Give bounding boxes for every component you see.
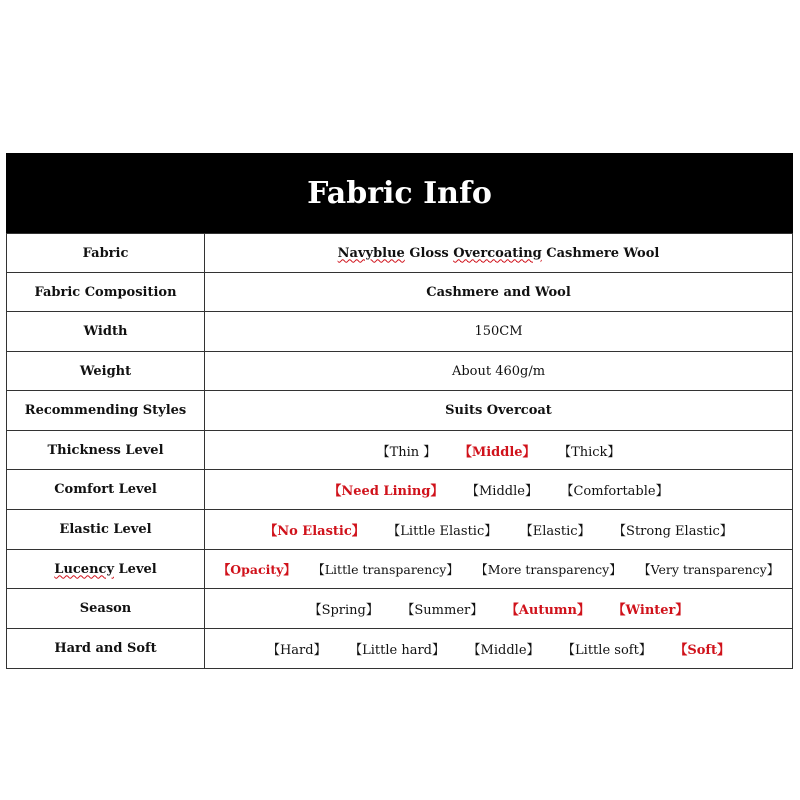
- season-options: [205, 589, 793, 629]
- table-row-styles: [7, 391, 793, 431]
- composition-value: Cashmere and Wool: [205, 273, 793, 312]
- option-chip-selected: 【Middle】: [458, 444, 536, 460]
- hardsoft-label: Hard and Soft: [7, 629, 205, 669]
- thickness-options: [205, 431, 793, 470]
- fabric-value: [205, 234, 793, 273]
- lucency-label: [7, 550, 205, 589]
- width-value: 150CM: [205, 312, 793, 352]
- table-row-comfort: [7, 470, 793, 510]
- option-chip-selected: 【Soft】: [674, 643, 731, 658]
- table-row-composition: [7, 273, 793, 312]
- option-chip: 【Comfortable】: [560, 484, 669, 499]
- option-chip: 【Little Elastic】: [387, 524, 498, 539]
- comfort-options: [205, 470, 793, 510]
- fabric-value-part: Overcoating: [453, 245, 542, 261]
- elastic-options: [205, 510, 793, 550]
- table-row-lucency: [7, 550, 793, 589]
- table-row-width: [7, 312, 793, 352]
- option-chip: 【Elastic】: [519, 524, 591, 539]
- table-row-weight: [7, 352, 793, 391]
- option-chip: 【Little soft】: [562, 643, 652, 658]
- fabric-info-title: Fabric Info: [6, 153, 793, 233]
- option-chip: 【Summer】: [401, 603, 484, 618]
- weight-value: About 460g/m: [205, 352, 793, 391]
- comfort-label: Comfort Level: [7, 470, 205, 510]
- thickness-label: Thickness Level: [7, 431, 205, 470]
- option-chip: 【Very transparency】: [638, 562, 780, 577]
- option-chip-selected: 【Need Lining】: [328, 484, 444, 499]
- option-chip: 【Thin 】: [376, 444, 437, 460]
- option-chip-selected: 【Opacity】: [217, 562, 296, 577]
- styles-value: Suits Overcoat: [205, 391, 793, 431]
- option-chip: 【Spring】: [308, 603, 379, 618]
- width-label: Width: [7, 312, 205, 352]
- table-row-hardsoft: [7, 629, 793, 669]
- option-chip-selected: 【No Elastic】: [264, 524, 365, 539]
- fabric-info-table: [6, 233, 793, 669]
- option-chip-selected: 【Winter】: [612, 603, 689, 618]
- table-row-elastic: [7, 510, 793, 550]
- table-row-thickness: [7, 431, 793, 470]
- option-chip: 【Little hard】: [349, 643, 446, 658]
- hardsoft-options: [205, 629, 793, 669]
- table-row-season: [7, 589, 793, 629]
- styles-label: Recommending Styles: [7, 391, 205, 431]
- fabric-value-part: Navyblue: [337, 245, 405, 261]
- option-chip: 【Thick】: [558, 444, 621, 460]
- fabric-value-part: Gloss: [409, 245, 449, 261]
- option-chip: 【Middle】: [465, 484, 538, 499]
- option-chip: 【Strong Elastic】: [613, 524, 733, 539]
- fabric-info-card: [6, 153, 793, 669]
- weight-label: Weight: [7, 352, 205, 391]
- option-chip: 【Little transparency】: [312, 562, 459, 577]
- option-chip: 【Middle】: [467, 643, 540, 658]
- option-chip: 【Hard】: [266, 643, 327, 658]
- fabric-label: Fabric: [7, 234, 205, 273]
- option-chip-selected: 【Autumn】: [505, 603, 590, 618]
- season-label: Season: [7, 589, 205, 629]
- composition-label: Fabric Composition: [7, 273, 205, 312]
- table-row-fabric: [7, 234, 793, 273]
- lucency-label-part: Level: [114, 561, 157, 577]
- lucency-options: [205, 550, 793, 589]
- lucency-label-part: Lucency: [54, 561, 114, 577]
- fabric-value-part: Cashmere Wool: [546, 245, 660, 261]
- option-chip: 【More transparency】: [475, 562, 622, 577]
- elastic-label: Elastic Level: [7, 510, 205, 550]
